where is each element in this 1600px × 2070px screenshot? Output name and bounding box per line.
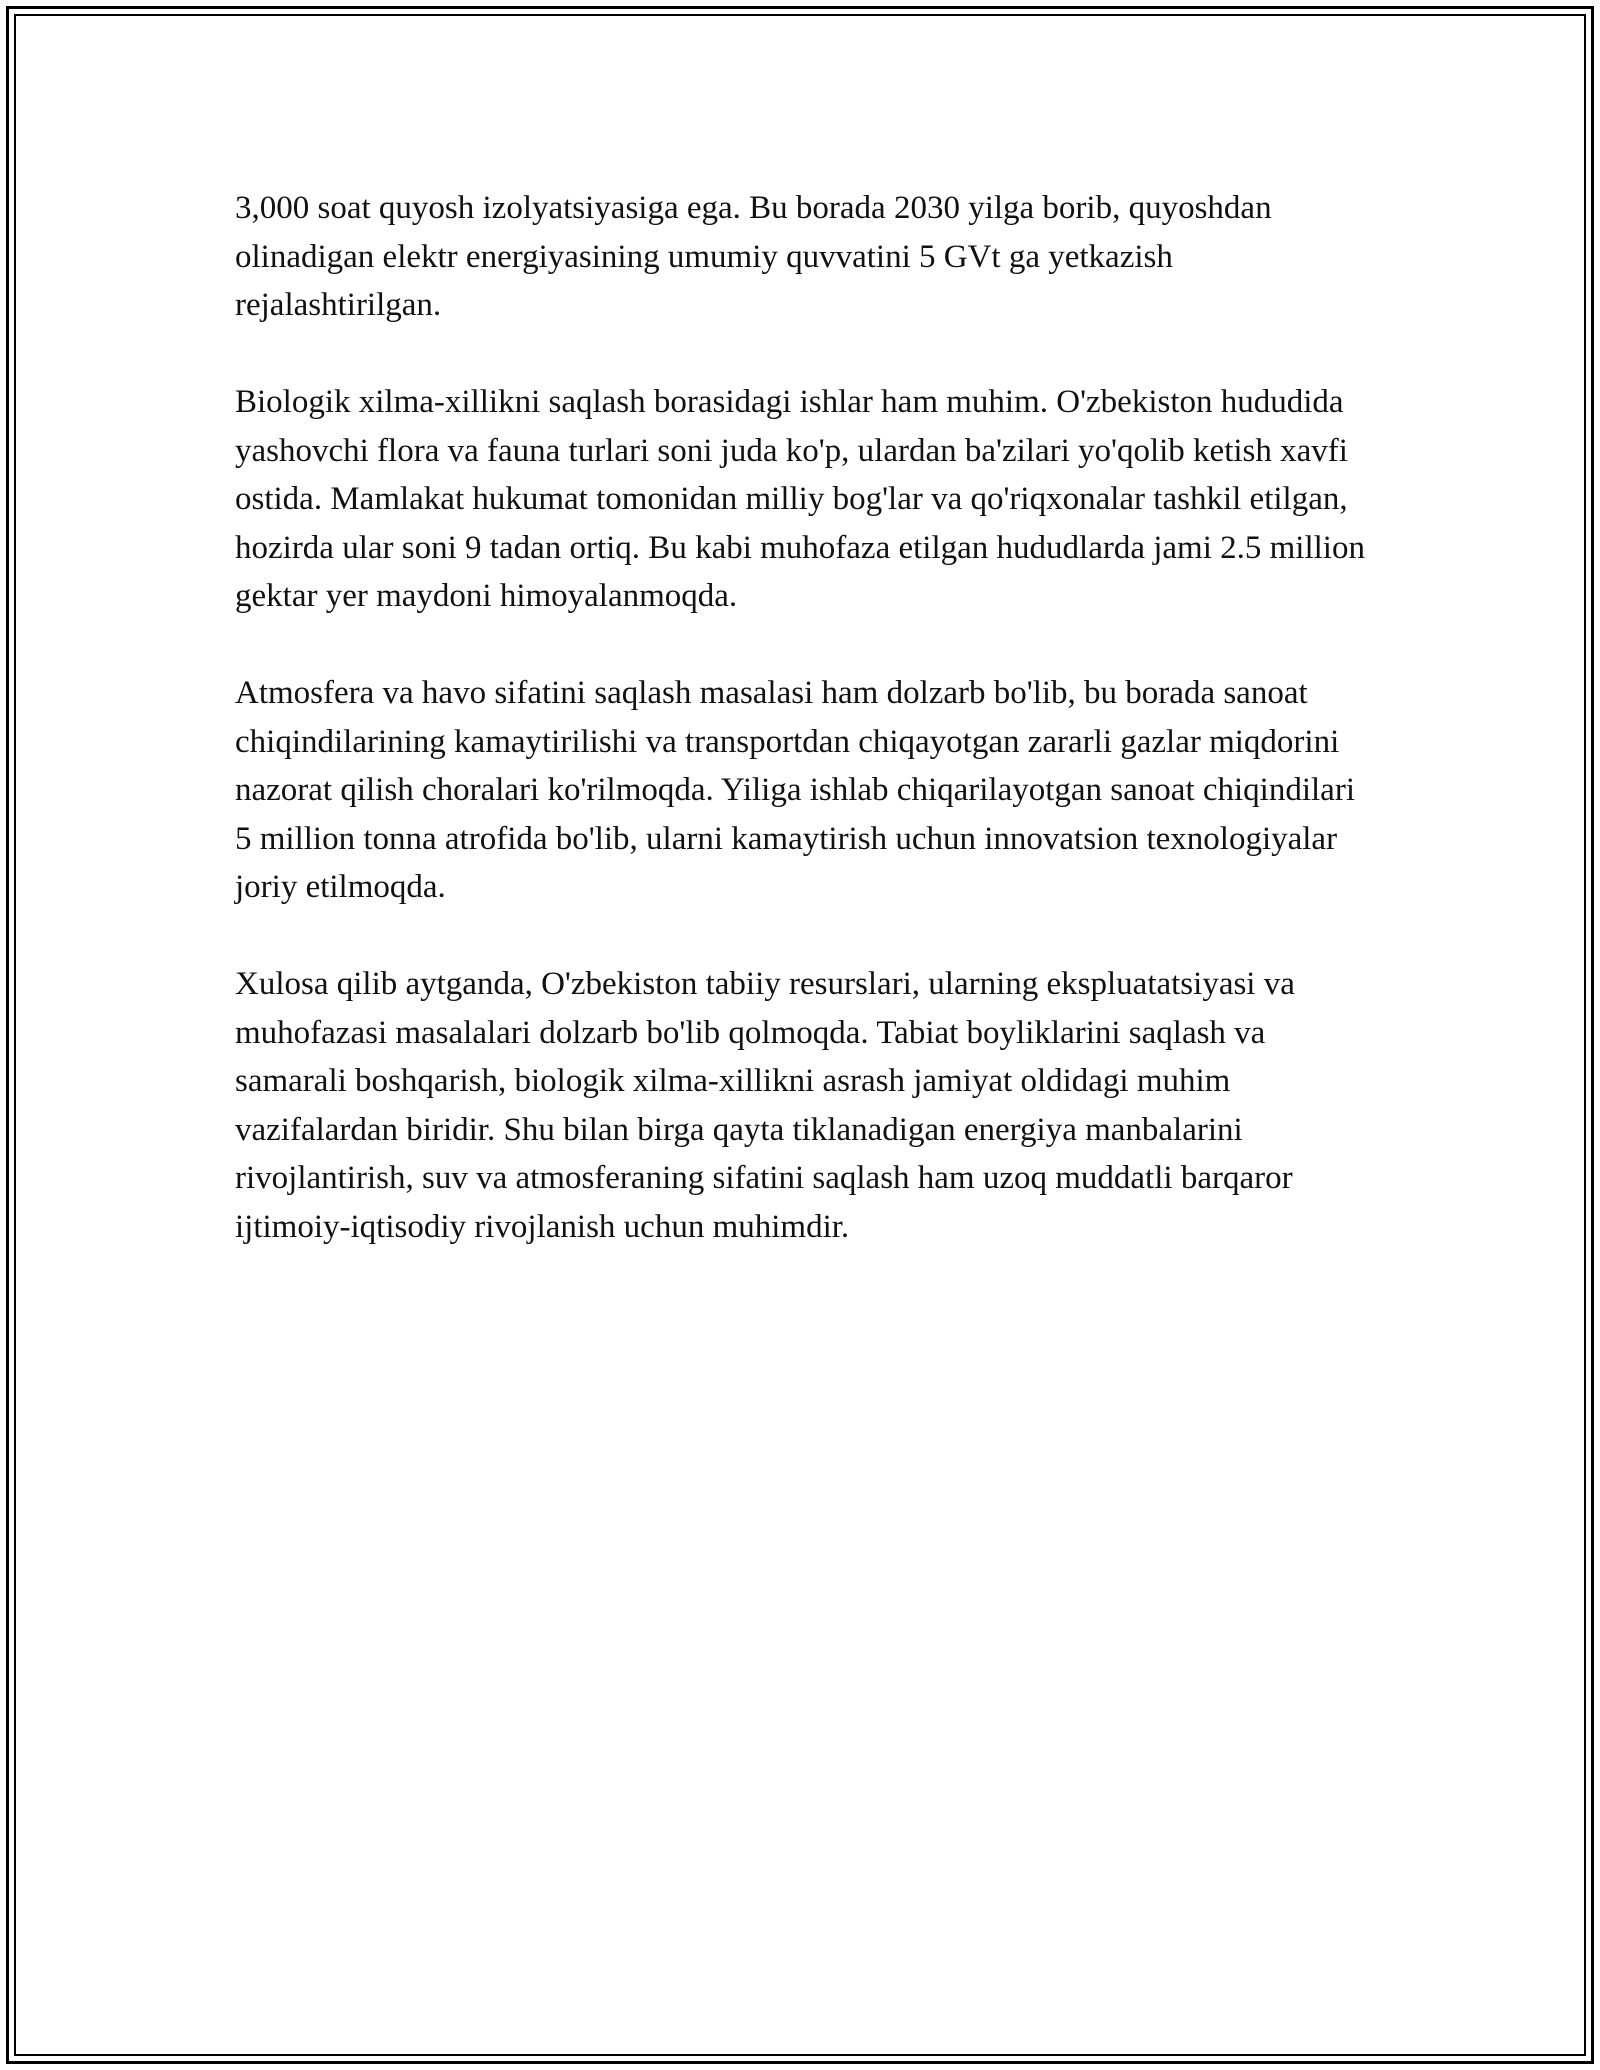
paragraph-conclusion: Xulosa qilib aytganda, O'zbekiston tabiiy resurslari, ularning ekspluatatsiyasi va muhofazasi masalalari dolzarb bo'lib qolmoqda. Tabiat boyliklarini saqlash va samarali boshqarish, biologik xilma-xillikni asrash jamiyat oldidagi muhim vazifalardan biridir. Shu bilan birga qayta tiklanadigan energiya manbalarini rivojlantirish, suv va atmosferaning sifatini saqlash ham uzoq muddatli barqaror ijtimoiy-iqtisodiy rivojlanish uchun muhimdir. <box>235 966 1295 1245</box>
paragraph-biodiversity: Biologik xilma-xillikni saqlash borasidagi ishlar ham muhim. O'zbekiston hududida yashovchi flora va fauna turlari soni juda ko'p, ulardan ba'zilari yo'qolib ketish xavfi ostida. Mamlakat hukumat tomonidan milliy bog'lar va qo'riqxonalar tashkil etilgan, hozirda ular soni 9 tadan ortiq. Bu kabi muhofaza etilgan hududlarda jami 2.5 million gektar yer maydoni himoyalanmoqda. <box>235 384 1365 614</box>
paragraph-atmosphere: Atmosfera va havo sifatini saqlash masalasi ham dolzarb bo'lib, bu borada sanoat chiqindilarining kamaytirilishi va transportdan chiqayotgan zararli gazlar miqdorini nazorat qilish choralari ko'rilmoqda. Yiliga ishlab chiqarilayotgan sanoat chiqindilari 5 million tonna atrofida bo'lib, ularni kamaytirish uchun innovatsion texnologiyalar joriy etilmoqda. <box>235 675 1355 905</box>
paragraph-solar-energy: 3,000 soat quyosh izolyatsiyasiga ega. Bu borada 2030 yilga borib, quyoshdan olinadigan elektr energiyasining umumiy quvvatini 5 GVt ga yetkazish rejalashtirilgan. <box>235 190 1272 323</box>
document-body <box>235 184 1375 1300</box>
